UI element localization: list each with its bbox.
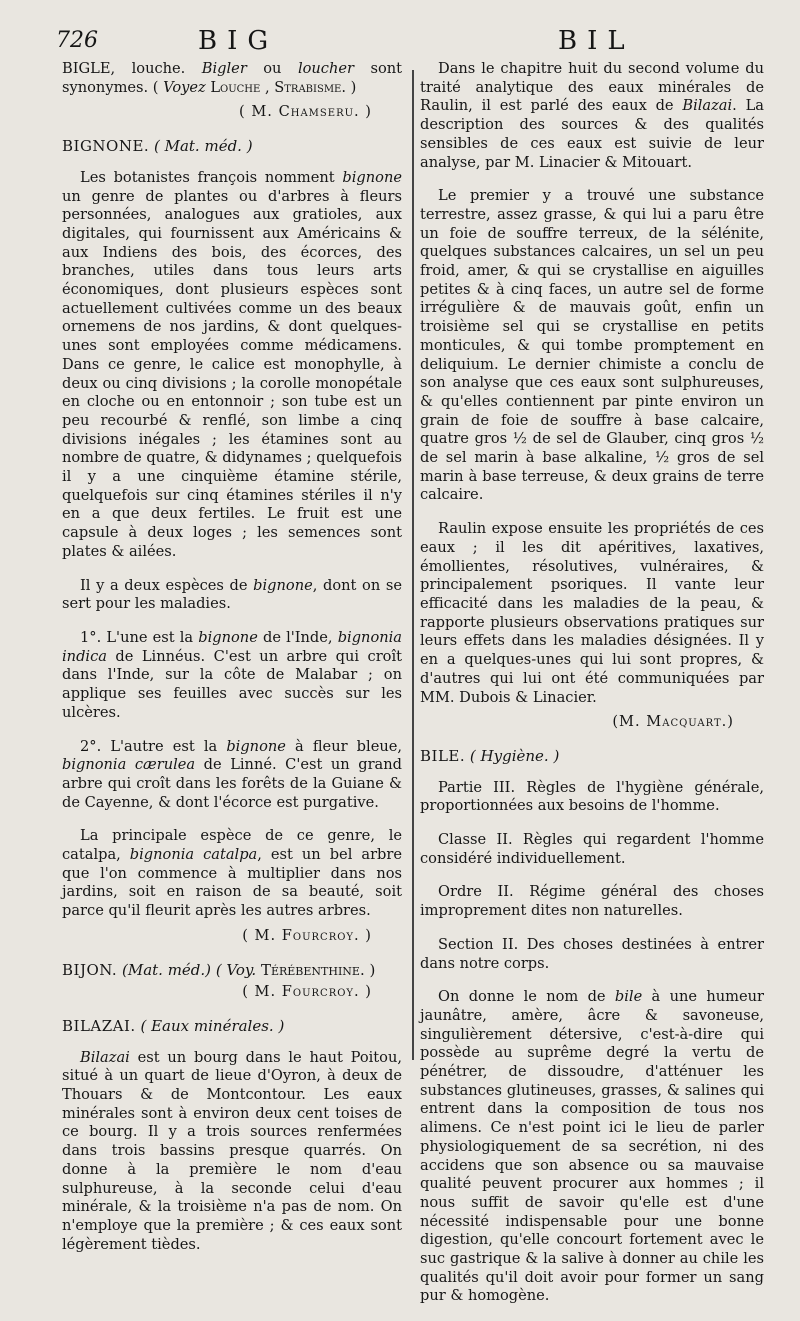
cross-reference: Louche , Strabisme. ) — [205, 78, 357, 96]
headword-bigle: BIGLE — [62, 60, 111, 77]
column-divider — [412, 70, 414, 1060]
entry-bilazai-heading — [62, 1017, 402, 1036]
signature-fourcroy: ( M. Fourcroy. ) — [242, 926, 372, 944]
entry-bile-heading — [420, 747, 764, 766]
category-label: ( Eaux minérales. ) — [140, 1016, 285, 1035]
left-column — [62, 60, 402, 1269]
entry-bijon-heading: BIJON. (Mat. méd.) ( Voy. Térébenthine. ) — [62, 960, 376, 979]
bilazai-paragraph-3: Le premier y a trouvé une substance terrestre, assez grasse, & qui lui a paru être un foie de souffre terreux, de la sélénite, quelques substances calcaires, un sel un peu froid, amer, & qui se crystallise en aiguilles petites & à cinq faces, un autre sel de forme irrégulière & de mauvais goût, enfin un troisième sel qui se crystallise en petits monticules, & qui tombe promptement en deliquium. Le dernier chimiste a conclu de son analyse que ces eaux sont sulphureuses, & qu'elles contiennent par pinte environ un grain de foie de souffre à base calcaire, quatre gros ½ de sel de Glauber, cinq gros ½ de sel marin à base alkaline, ½ gros de sel marin à base terreuse, & deux grains de terre calcaire. — [420, 187, 764, 504]
entry-bigle: BIGLE, louche. Bigler ou loucher sont synonymes. ( Voyez Louche , Strabisme. ) — [62, 60, 402, 96]
signature-fourcroy-2: ( M. Fourcroy. ) — [242, 983, 372, 1001]
bile-part: Partie III. Règles de l'hygiène générale, proportionnées aux besoins de l'homme. — [420, 778, 764, 815]
right-column — [420, 60, 764, 1321]
bile-section: Section II. Des choses destinées à entrer dans notre corps. — [420, 935, 764, 972]
bignone-paragraph-1: Les botanistes françois nomment bignone un genre de plantes ou d'arbres à fleurs personnées, analogues aux gratioles, aux digitales, qui fournissent aux Américains & aux Indiens des bois, des écorces, des branches, utiles dans tous leurs arts économiques, dont plusieurs espèces sont actuellement cultivées comme un des beaux ornemens de nos jardins, & dont quelques-unes sont employées comme médicamens. Dans ce genre, le calice est monophylle, à deux ou cinq divisions ; la corolle monopétale en cloche ou en entonnoir ; son tube est un peu recourbé & renflé, son limbe a cinq divisions inégales ; les étamines sont au nombre de quatre, & didynames ; quelquefois il y a une cinquième étamine stérile, quelquefois sur cinq étamines stériles il n'y en a que deux fertiles. Le fruit est une capsule à deux loges ; les semences sont plates & ailées. — [62, 168, 402, 560]
page-header — [0, 22, 800, 62]
category-label: ( Hygiène. ) — [469, 746, 560, 765]
bignone-paragraph-4: 2°. L'autre est la bignone à fleur bleue, bignonia cærulea de Linné. C'est un grand arbre qui croît dans les forêts de la Guiane & de Cayenne, & dont l'écorce est purgative. — [62, 737, 403, 811]
headword-bilazai: BILAZAI. — [62, 1016, 136, 1035]
headword-bile: BILE. — [420, 746, 466, 765]
entry-bignone-heading — [62, 137, 402, 156]
bilazai-paragraph-2: Dans le chapitre huit du second volume du traité analytique des eaux minérales de Raulin, il est parlé des eaux de Bilazai. La description des sources & des qualités sensibles de ces eaux est suivie de leur analyse, par M. Linacier & Mitouart. — [420, 60, 764, 171]
left-running-head: BIG — [198, 26, 279, 56]
bignone-paragraph-2: Il y a deux espèces de bignone, dont on se sert pour les maladies. — [62, 576, 402, 613]
bilazai-paragraph-1: Bilazai est un bourg dans le haut Poitou, situé à un quart de lieue d'Oyron, à deux de Thouars & de Montcontour. Les eaux minérales sont à environ deux cent toises de ce bourg. Il y a trois sources renfermées dans trois bassins presque quarrés. On donne à la première le nom d'eau sulphureuse, à la seconde celui d'eau minérale, & la troisième n'a pas de nom. On n'employe que la première ; & ces eaux sont légèrement tièdes. — [62, 1048, 402, 1253]
bilazai-paragraph-4: Raulin expose ensuite les propriétés de ces eaux ; il les dit apéritives, laxatives, émollientes, résolutives, vulnéraires, & principalement psoriques. Il vante leur efficacité dans les maladies de la peau, & rapporte plusieurs observations pratiques sur leurs effets dans les maladies désignées. Il y en a quelques-unes qui lui sont propres, & d'autres qui lui ont été communiquées par MM. Dubois & Linacier. — [420, 520, 764, 706]
signature-chamseru: ( M. Chamseru. ) — [239, 103, 372, 121]
bignone-paragraph-5: La principale espèce de ce genre, le catalpa, bignonia catalpa, est un bel arbre que l'on commence à multiplier dans nos jardins, soit en raison de sa beauté, soit parce qu'il fleurit après les autres arbres. — [62, 827, 402, 920]
signature-macquart: (M. Macquart.) — [612, 713, 734, 731]
category-label: (Mat. méd.) — [121, 960, 212, 979]
bile-paragraph-1: On donne le nom de bile à une humeur jaunâtre, amère, âcre & savoneuse, singulièrement détersive, c'est-à-dire qui possède au suprême degré la vertu de pénétrer, de dissoudre, d'atténuer les substances glutineuses, grasses, & salines qui entrent dans la composition de tous nos alimens. Ce n'est point ici le lieu de parler physiologiquement de sa secrétion, ni des accidens que son absence ou sa mauvaise qualité peuvent procurer aux hommes ; il nous suffit de savoir qu'elle est d'une nécessité indispensable pour une bonne digestion, qu'elle concourt fortement avec le suc gastrique & la salive à donner au chile les qualités qu'il doit avoir pour former un sang pur & homogène. — [420, 988, 764, 1305]
bile-classe: Classe II. Règles qui regardent l'homme considéré individuellement. — [420, 831, 764, 867]
bignone-paragraph-3: 1°. L'une est la bignone de l'Inde, bignonia indica de Linnéus. C'est un arbre qui croît dans l'Inde, sur la côte de Malabar ; on applique ses feuilles avec succès sur les ulcères. — [62, 628, 402, 721]
headword-bignone: BIGNONE. — [62, 137, 150, 156]
cross-reference: Térébenthine. ) — [256, 960, 376, 979]
bile-ordre: Ordre II. Régime général des choses improprement dites non naturelles. — [420, 883, 764, 920]
right-running-head: BIL — [558, 26, 635, 56]
page-number: 726 — [56, 28, 98, 53]
category-label: ( Mat. méd. ) — [153, 137, 253, 156]
headword-bijon: BIJON. — [62, 960, 118, 979]
